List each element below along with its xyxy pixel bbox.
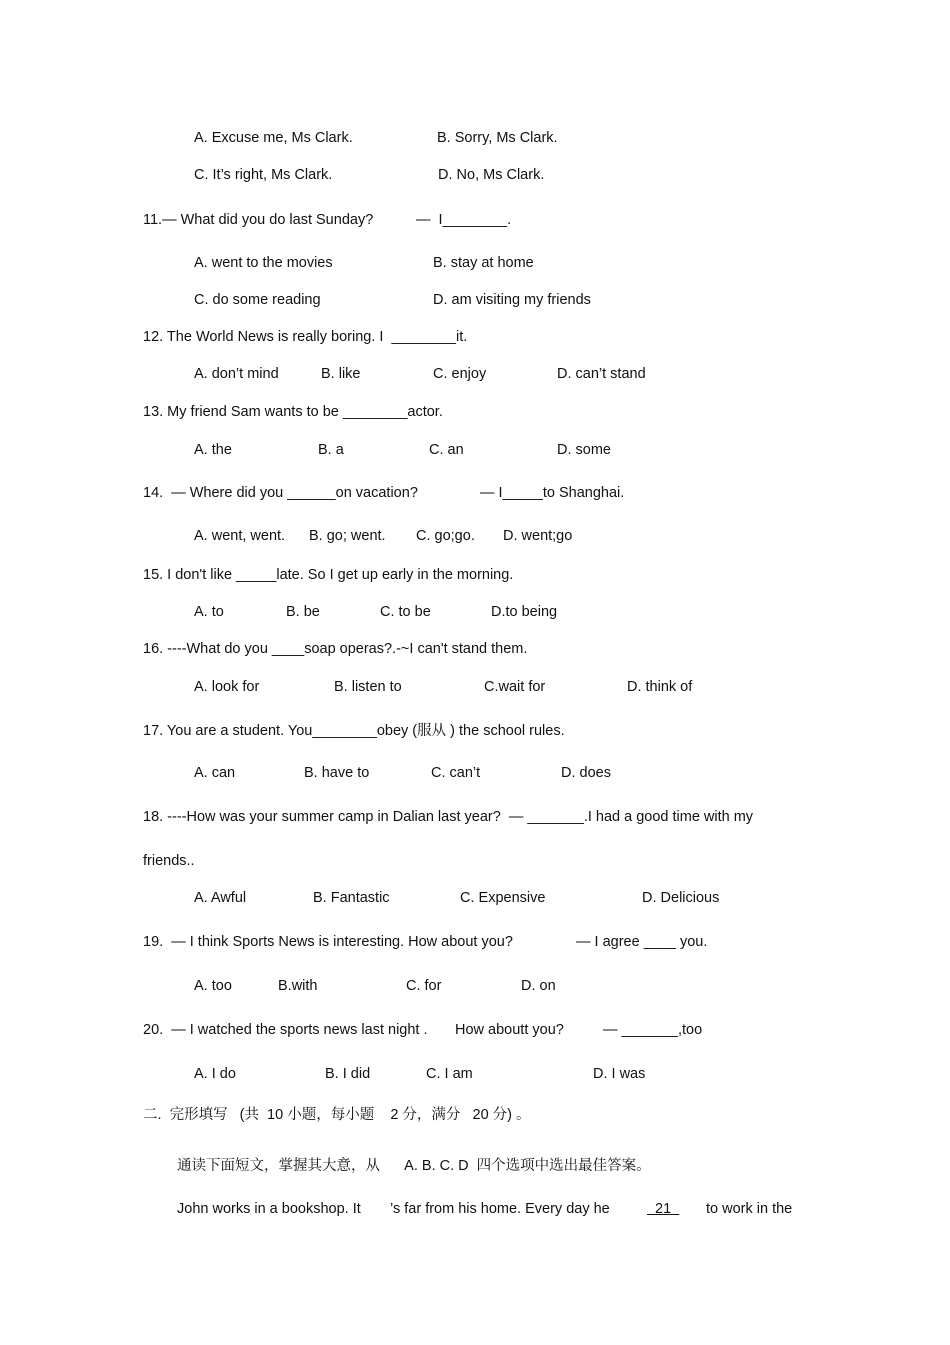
option-18c: C. Expensive [460,890,546,906]
option-20b: B. I did [325,1066,371,1082]
option-11a: A. went to the movies [194,255,333,271]
option-16d: D. think of [627,679,693,695]
option-12a: A. don’t mind [194,366,279,382]
option-17d: D. does [561,765,611,781]
passage-text-3: to work in the [706,1201,793,1217]
option-15a: A. to [194,604,224,620]
question-16-stem: 16. ----What do you ____soap operas?.-~I can't stand them. [143,641,528,657]
option-17b: B. have to [304,765,370,781]
option-14b: B. go; went. [309,528,386,544]
passage-text-2: ’s far from his home. Every day he [390,1201,610,1217]
option-20a: A. I do [194,1066,236,1082]
option-13a: A. the [194,442,232,458]
section-2-heading: 二. 完形填写 (共 10 小题，每小题 2 分，满分 20 分) 。 [143,1107,531,1123]
question-14-stem: 14. — Where did you ______on vacation? [143,485,418,501]
option-18d: D. Delicious [642,890,720,906]
option-13d: D. some [557,442,611,458]
blank-21: 21 [647,1201,680,1217]
question-17-stem: 17. You are a student. You________obey (服从 ) the school rules. [143,723,565,739]
option-13c: C. an [429,442,464,458]
option-20d: D. I was [593,1066,646,1082]
option-19b: B.with [278,978,318,994]
option-11d: D. am visiting my friends [433,292,591,308]
option-12d: D. can’t stand [557,366,646,382]
question-15-stem: 15. I don't like _____late. So I get up early in the morning. [143,567,514,583]
option-14d: D. went;go [503,528,573,544]
option-11c: C. do some reading [194,292,321,308]
option-12b: B. like [321,366,361,382]
option-12c: C. enjoy [433,366,487,382]
option-10a: A. Excuse me, Ms Clark. [194,130,353,146]
question-20-answer: — _______,too [603,1022,703,1038]
option-19a: A. too [194,978,232,994]
question-19-stem: 19. — I think Sports News is interesting. How about you? [143,934,513,950]
option-15d: D.to being [491,604,558,620]
option-19d: D. on [521,978,556,994]
option-18b: B. Fantastic [313,890,390,906]
option-11b: B. stay at home [433,255,534,271]
option-16c: C.wait for [484,679,546,695]
question-19-answer: — I agree ____ you. [576,934,708,950]
option-19c: C. for [406,978,442,994]
question-18-stem: 18. ----How was your summer camp in Dalian last year? — _______.I had a good time with my [143,809,754,825]
option-15c: C. to be [380,604,431,620]
option-14c: C. go;go. [416,528,475,544]
option-10b: B. Sorry, Ms Clark. [437,130,558,146]
question-11-stem: 11.— What did you do last Sunday? [143,212,374,228]
option-16a: A. look for [194,679,260,695]
passage-text-1: John works in a bookshop. It [177,1201,361,1217]
option-14a: A. went, went. [194,528,286,544]
option-10d: D. No, Ms Clark. [438,167,545,183]
option-15b: B. be [286,604,320,620]
option-13b: B. a [318,442,344,458]
question-11-answer: — I________. [416,212,512,228]
option-18a: A. Awful [194,890,247,906]
question-18-stem-continued: friends.. [143,853,195,869]
option-20c: C. I am [426,1066,473,1082]
question-12-stem: 12. The World News is really boring. I ________it. [143,329,468,345]
question-20-stem-part2: How aboutt you? [455,1022,564,1038]
option-16b: B. listen to [334,679,402,695]
option-17a: A. can [194,765,236,781]
option-10c: C. It’s right, Ms Clark. [194,167,333,183]
question-13-stem: 13. My friend Sam wants to be ________actor. [143,404,443,420]
option-17c: C. can’t [431,765,481,781]
question-20-stem: 20. — I watched the sports news last night . [143,1022,428,1038]
question-14-answer: — I_____to Shanghai. [480,485,625,501]
section-2-instruction: 通读下面短文，掌握其大意，从 A. B. C. D 四个选项中选出最佳答案。 [177,1158,651,1174]
